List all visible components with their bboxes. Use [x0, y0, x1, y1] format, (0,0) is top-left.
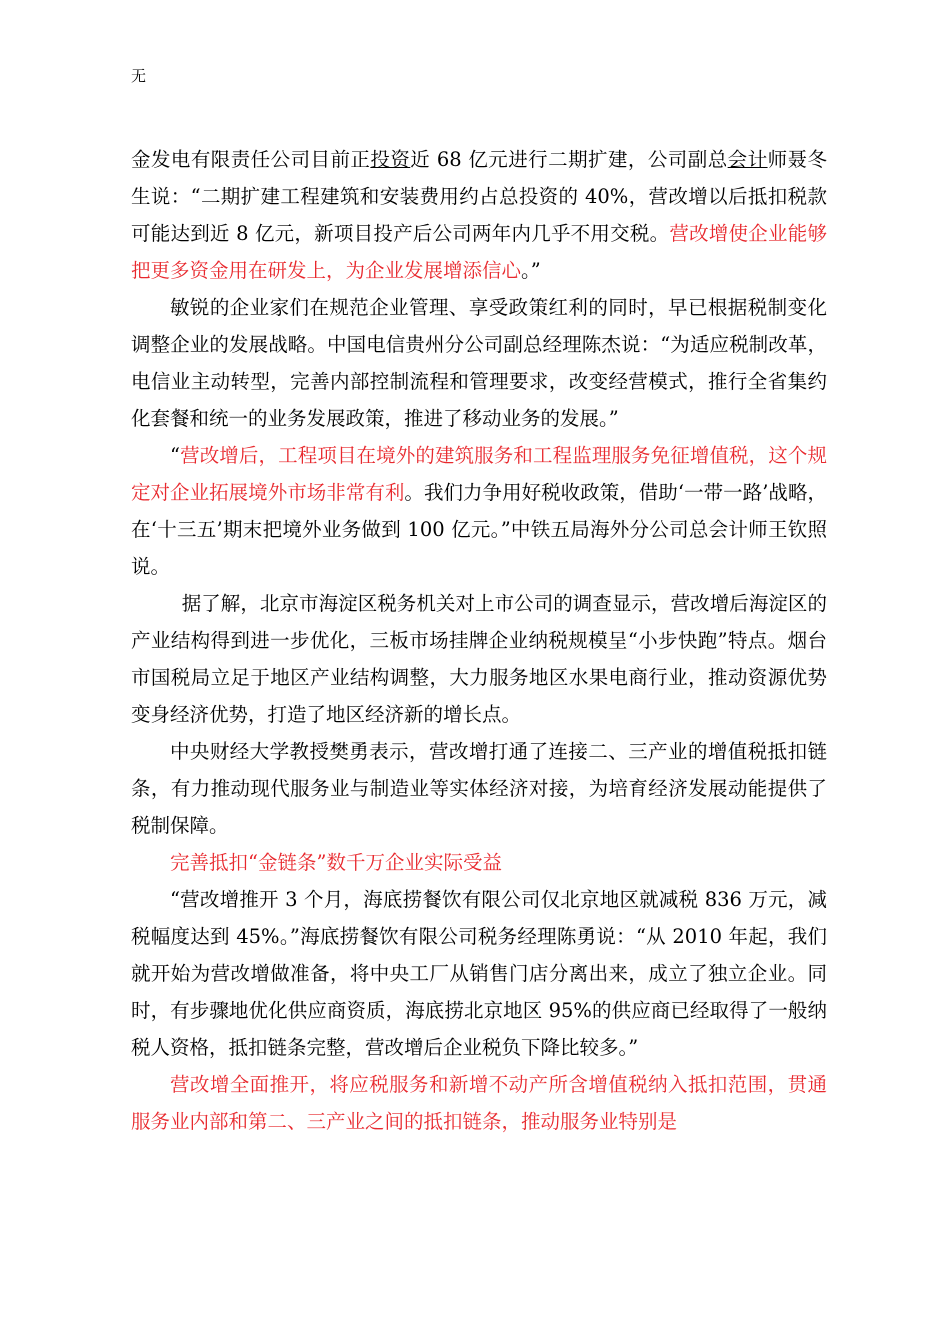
text-run: 近 68 亿元进行二期扩建，公司副总	[410, 148, 728, 171]
text-run: 师聂冬生说：“二期扩建工程建筑和安装费用约占总投资的 40%，营改增以后抵扣税款可能达到近 8 亿元，新项目投产后公司两年内几乎不用交税。	[131, 148, 827, 245]
text-run: 据了解，北京市海淀区税务机关对上市公司的调查显示，营改增后海淀区的产业结构得到进一步优化，三板市场挂牌企业纳税规模呈“小步快跑”特点。烟台市国税局立足于地区产业结构调整，大力服务地区水果电商行业，推动资源优势变身经济优势，打造了地区经济新的增长点。	[131, 592, 827, 726]
paragraph	[131, 733, 827, 844]
underlined-text: 会计	[727, 148, 768, 171]
text-run: 敏锐的企业家们在规范企业管理、享受政策红利的同时，早已根据税制变化调整企业的发展战略。中国电信贵州分公司副总经理陈杰说：“为适应税制改革，电信业主动转型，完善内部控制流程和管理要求，改变经营模式，推行全省集约化套餐和统一的业务发展政策，推进了移动业务的发展。”	[131, 296, 827, 430]
page-header-text: 无	[131, 67, 147, 85]
highlighted-text: 完善抵扣“金链条”数千万企业实际受益	[170, 851, 502, 874]
paragraph	[131, 289, 827, 437]
paragraph	[131, 141, 827, 289]
document-body	[131, 141, 827, 1140]
text-run: 。”	[521, 259, 541, 282]
text-run: 。我们力争用好税收政策，借助‘一带一路’战略，在‘十三五’期末把境外业务做到 100 亿元。”中铁五局海外分公司总会计师王钦照说。	[131, 481, 827, 578]
text-run: “	[170, 444, 180, 467]
highlighted-text: 营改增全面推开，将应税服务和新增不动产所含增值税纳入抵扣范围，贯通服务业内部和第二、三产业之间的抵扣链条，推动服务业特别是	[131, 1073, 827, 1133]
text-run: 金发电有限责任公司目前正	[131, 148, 371, 171]
highlighted-text: 营改增后，工程项目在境外的建筑服务和工程监理服务免征增值税，这个规定对企业拓展境外市场非常有利	[131, 444, 827, 504]
paragraph	[131, 881, 827, 1066]
paragraph	[131, 437, 827, 585]
highlighted-text: 营改增使企业能够把更多资金用在研发上，为企业发展增添信心	[131, 222, 827, 282]
text-run: “营改增推开 3 个月，海底捞餐饮有限公司仅北京地区就减税 836 万元，减税幅度达到 45%。”海底捞餐饮有限公司税务经理陈勇说：“从 2010 年起，我们就开始为营改增做准备，将中央工厂从销售门店分离出来，成立了独立企业。同时，有步骤地优化供应商资质，海底捞北京地区 95%的供应商已经取得了一般纳税人资格，抵扣链条完整，营改增后企业税负下降比较多。”	[131, 888, 827, 1059]
paragraph	[131, 1066, 827, 1140]
section-heading	[131, 844, 827, 881]
text-run: 中央财经大学教授樊勇表示，营改增打通了连接二、三产业的增值税抵扣链条，有力推动现代服务业与制造业等实体经济对接，为培育经济发展动能提供了税制保障。	[131, 740, 827, 837]
paragraph	[131, 585, 827, 733]
underlined-text: 投资	[370, 148, 411, 171]
